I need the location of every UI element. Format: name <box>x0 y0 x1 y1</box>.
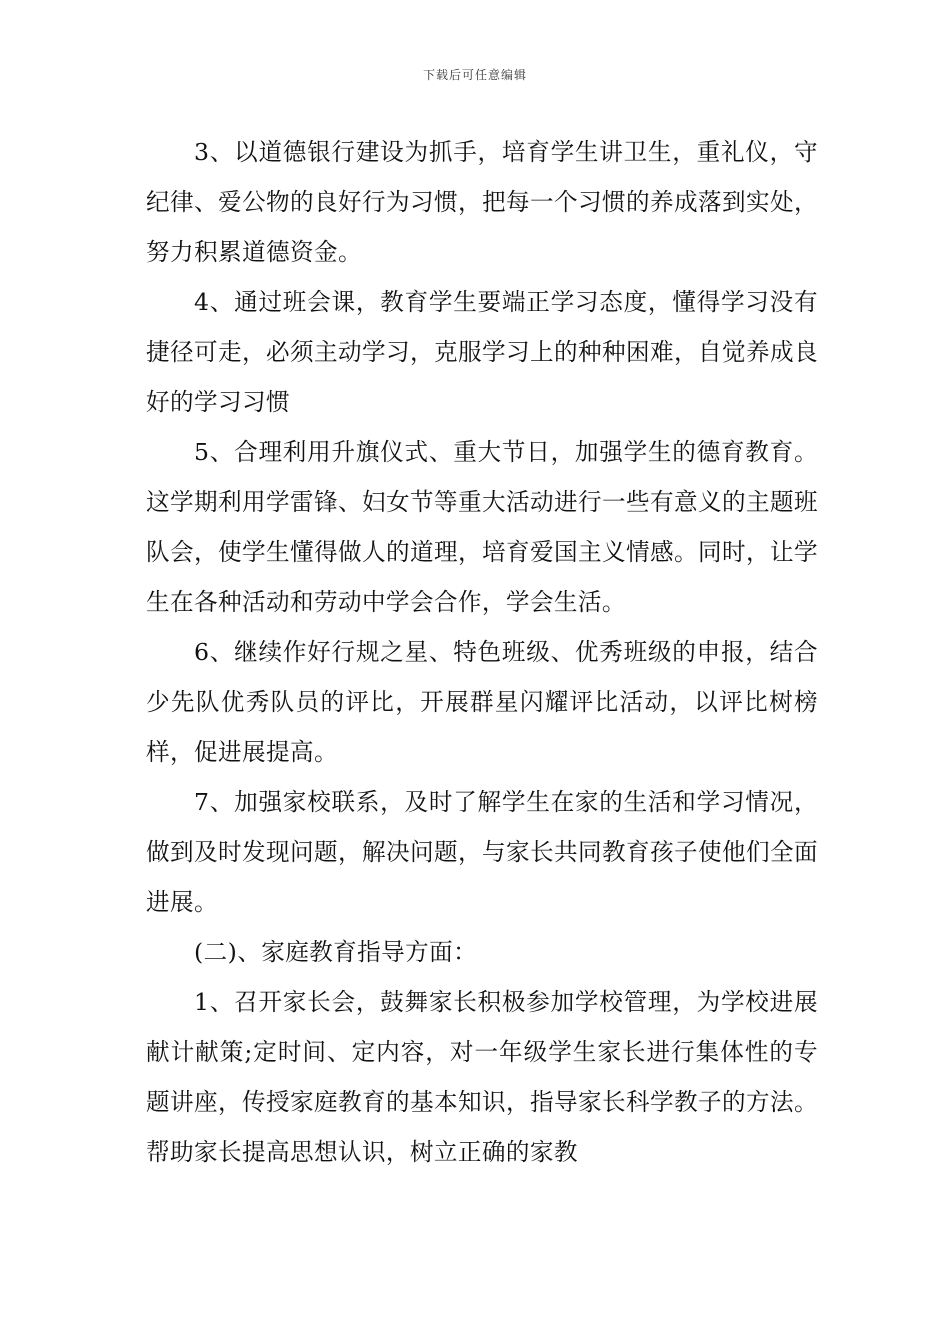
paragraph-item-7: 7、加强家校联系，及时了解学生在家的生活和学习情况，做到及时发现问题，解决问题，与家长共同教育孩子使他们全面进展。 <box>146 788 818 916</box>
paragraph-item-6: 6、继续作好行规之星、特色班级、优秀班级的申报，结合少先队优秀队员的评比，开展群星闪耀评比活动，以评比树榜样，促进展提高。 <box>146 638 818 766</box>
paragraph-item-1: 1、召开家长会，鼓舞家长积极参加学校管理，为学校进展献计献策;定时间、定内容，对一年级学生家长进行集体性的专题讲座，传授家庭教育的基本知识，指导家长科学教子的方法。帮助家长提高思想认识，树立正确的家教 <box>146 988 818 1166</box>
paragraph-item-5: 5、合理利用升旗仪式、重大节日，加强学生的德育教育。这学期利用学雷锋、妇女节等重大活动进行一些有意义的主题班队会，使学生懂得做人的道理，培育爱国主义情感。同时，让学生在各种活动和劳动中学会合作，学会生活。 <box>146 438 818 616</box>
paragraph-item-3: 3、以道德银行建设为抓手，培育学生讲卫生，重礼仪，守纪律、爱公物的良好行为习惯，把每一个习惯的养成落到实处，努力积累道德资金。 <box>146 138 818 266</box>
paragraph-item-4: 4、通过班会课，教育学生要端正学习态度，懂得学习没有捷径可走，必须主动学习，克服学习上的种种困难，自觉养成良好的学习习惯 <box>146 288 818 416</box>
section-heading-family-education: (二)、家庭教育指导方面： <box>194 938 478 966</box>
document-body <box>146 127 818 1177</box>
page-header: 下载后可任意编辑 <box>422 68 527 82</box>
